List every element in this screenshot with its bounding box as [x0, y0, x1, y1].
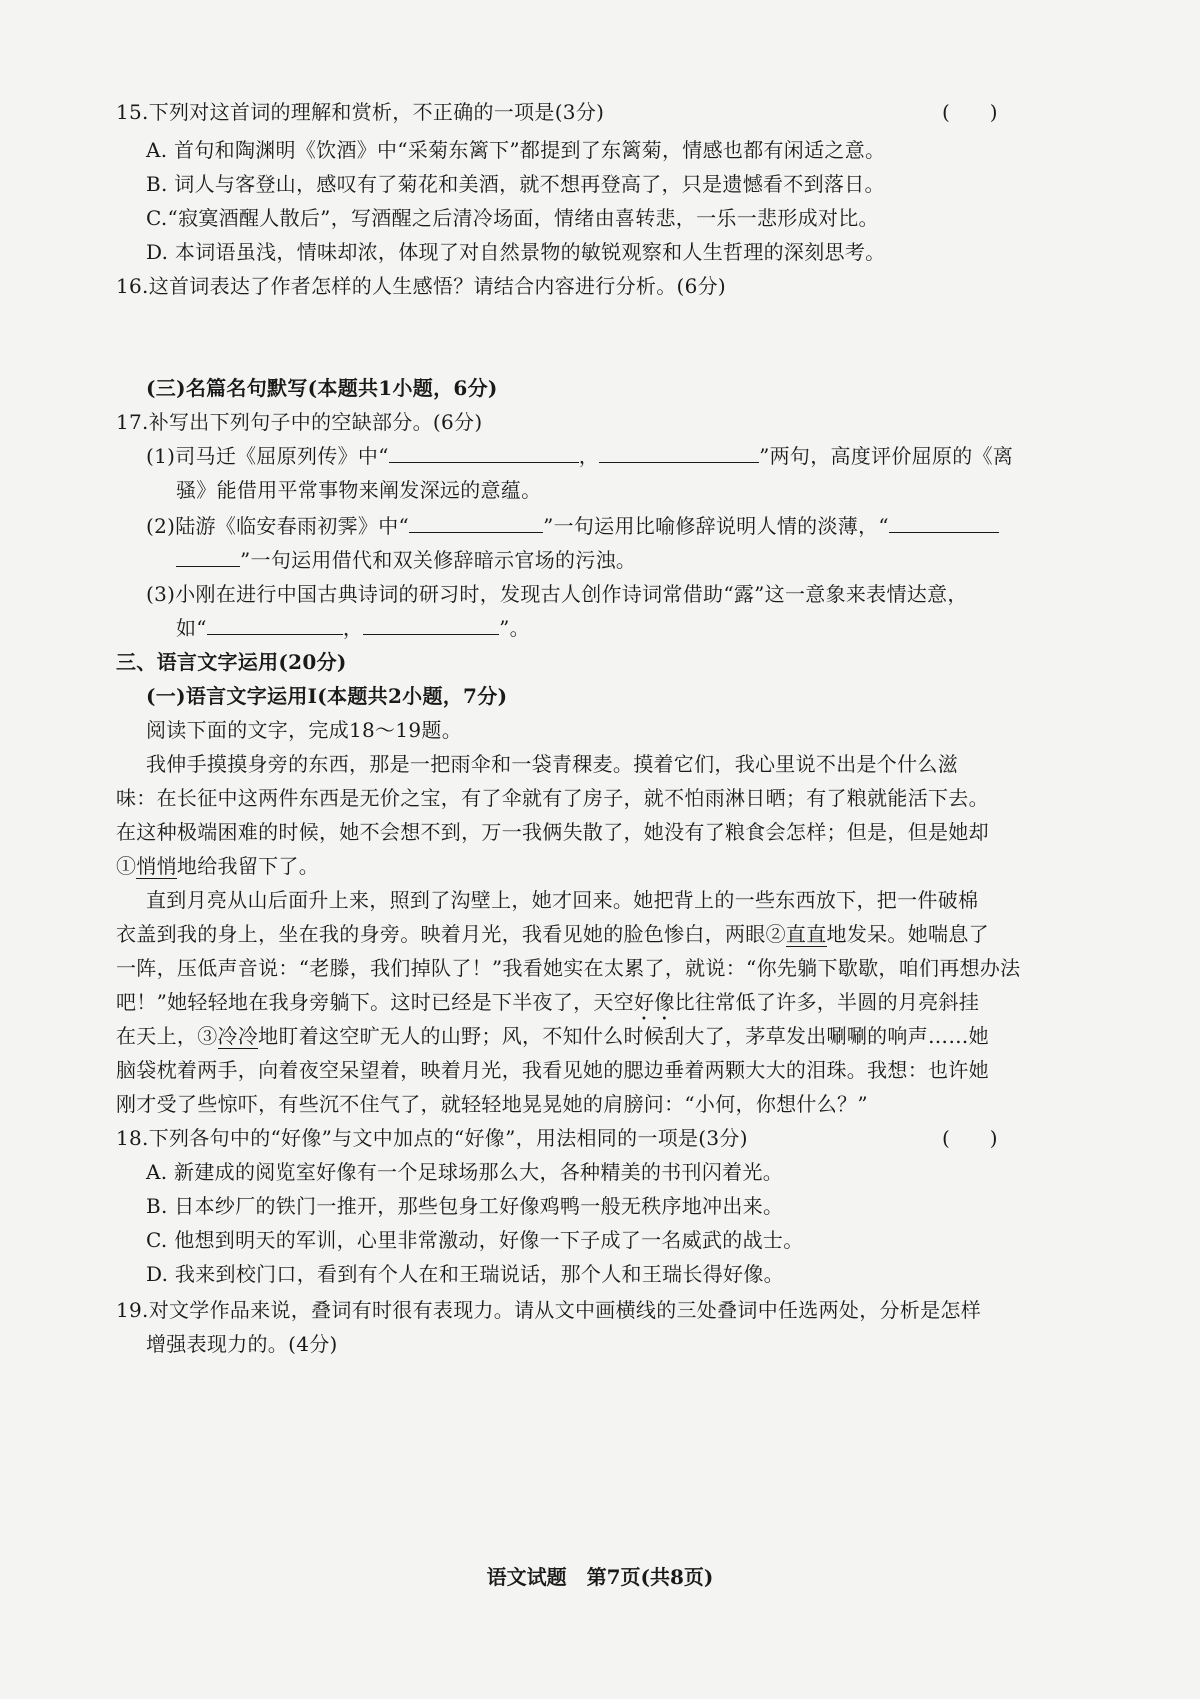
- passage-line-1: 我伸手摸摸身旁的东西，那是一把雨伞和一袋青稞麦。摸着它们，我心里说不出是个什么滋: [146, 752, 958, 776]
- question-16-stem: 16.这首词表达了作者怎样的人生感悟？请结合内容进行分析。(6分): [116, 274, 727, 298]
- question-17-part-1: [146, 442, 1013, 470]
- question-17-part-2-cont: [176, 546, 636, 574]
- question-17-stem: 17.补写出下列句子中的空缺部分。(6分): [116, 410, 483, 434]
- q17-p1-text-b: ，: [578, 444, 600, 468]
- question-17-part-1-cont: 骚》能借用平常事物来阐发深远的意蕴。: [176, 478, 542, 502]
- question-15-option-d: D. 本词语虽浅，情味却浓，体现了对自然景物的敏锐观察和人生哲理的深刻思考。: [146, 240, 886, 264]
- passage-line-9-b: 地盯着这空旷无人的山野；风，不知什么时候刮大了，茅草发出唰唰的响声……她: [258, 1024, 989, 1048]
- q17-p2-blank-1[interactable]: [409, 512, 543, 533]
- marker-2: ②: [765, 922, 786, 946]
- q17-p2-blank-2b[interactable]: [176, 546, 240, 567]
- passage-line-5: 直到月亮从山后面升上来，照到了沟壁上，她才回来。她把背上的一些东西放下，把一件破棉: [146, 888, 979, 912]
- passage-line-4: [116, 852, 319, 880]
- q17-p3-text-c: ，: [342, 616, 364, 640]
- question-17-part-3-cont: [176, 614, 530, 642]
- marker-3: ③: [197, 1024, 218, 1048]
- question-18-option-c: C. 他想到明天的军训，心里非常激动，好像一下子成了一名威武的战士。: [146, 1228, 804, 1252]
- question-18-option-d: D. 我来到校门口，看到有个人在和王瑞说话，那个人和王瑞长得好像。: [146, 1262, 784, 1286]
- q17-p3-text-d: ”。: [499, 616, 530, 640]
- passage-line-2: 味：在长征中这两件东西是无价之宝，有了伞就有了房子，就不怕雨淋日晒；有了粮就能活下去。: [116, 786, 989, 810]
- underlined-word-1: 悄悄: [136, 854, 177, 878]
- passage-line-10: 脑袋枕着两手，向着夜空呆望着，映着月光，我看见她的腮边垂着两颗大大的泪珠。我想：也许她: [116, 1058, 989, 1082]
- question-15-option-b: B. 词人与客登山，感叹有了菊花和美酒，就不想再登高了，只是遗憾看不到落日。: [146, 172, 885, 196]
- question-17-part-3: (3)小刚在进行中国古典诗词的研习时，发现古人创作诗词常借助“露”这一意象来表情达意，: [146, 582, 968, 606]
- passage-line-9: [116, 1022, 989, 1050]
- passage-line-6-a: 衣盖到我的身上，坐在我的身旁。映着月光，我看见她的脸色惨白，两眼: [116, 922, 766, 946]
- part-3-heading: 三、语言文字运用(20分): [116, 650, 347, 674]
- passage-line-8-b: 比往常低了许多，半圆的月亮斜挂: [674, 990, 980, 1014]
- passage-line-8: [116, 988, 979, 1016]
- q17-p2-text-b: ”一句运用比喻修辞说明人情的淡薄，“: [543, 514, 889, 538]
- passage-line-8-a: 吧！”她轻轻地在我身旁躺下。这时已经是下半夜了，天空: [116, 990, 635, 1014]
- passage-line-3: 在这种极端困难的时候，她不会想不到，万一我俩失散了，她没有了粮食会怎样；但是，但是她却: [116, 820, 989, 844]
- q17-p3-text-b: 如“: [176, 616, 207, 640]
- underlined-word-2: 直直: [785, 922, 827, 946]
- q17-p2-text-c: ”一句运用借代和双关修辞暗示官场的污浊。: [240, 548, 637, 572]
- section-3-heading: (三)名篇名句默写(本题共1小题，6分): [146, 376, 498, 400]
- passage-line-4-rest: 地给我留下了。: [176, 854, 320, 878]
- underlined-word-3: 冷冷: [217, 1024, 259, 1048]
- question-15-option-c: C.“寂寞酒醒人散后”，写酒醒之后清冷场面，情绪由喜转悲，一乐一悲形成对比。: [146, 206, 879, 230]
- question-19-stem-line-1: 19.对文学作品来说，叠词有时很有表现力。请从文中画横线的三处叠词中任选两处，分析是怎样: [116, 1298, 982, 1322]
- dotted-word: 好像: [634, 990, 675, 1014]
- passage-line-6: [116, 920, 989, 948]
- question-18-option-b: B. 日本纱厂的铁门一推开，那些包身工好像鸡鸭一般无秩序地冲出来。: [146, 1194, 784, 1218]
- part-3-subsection-heading: (一)语言文字运用Ⅰ(本题共2小题，7分): [146, 684, 508, 708]
- passage-line-11: 刚才受了些惊吓，有些沉不住气了，就轻轻地晃晃她的肩膀问：“小何，你想什么？”: [116, 1092, 868, 1116]
- q17-p3-blank-1[interactable]: [207, 614, 343, 635]
- q17-p2-text-a: (2)陆游《临安春雨初霁》中“: [146, 514, 410, 538]
- question-18-answer-parenthesis: ( ): [942, 1126, 998, 1150]
- question-18-option-a: A. 新建成的阅览室好像有一个足球场那么大，各种精美的书刊闪着光。: [146, 1160, 784, 1184]
- q17-p1-text-c: ”两句，高度评价屈原的《离: [759, 444, 1014, 468]
- q17-p2-blank-2a[interactable]: [889, 512, 999, 533]
- q17-p1-blank-1[interactable]: [389, 442, 579, 463]
- q17-p3-blank-2[interactable]: [363, 614, 499, 635]
- q17-p1-text-a: (1)司马迁《屈原列传》中“: [146, 444, 389, 468]
- question-17-part-2: [146, 512, 999, 540]
- q17-p1-blank-2[interactable]: [599, 442, 759, 463]
- passage-line-9-a: 在天上，: [116, 1024, 198, 1048]
- question-18-stem: 18.下列各句中的“好像”与文中加点的“好像”，用法相同的一项是(3分): [116, 1126, 748, 1150]
- question-15-stem: 15.下列对这首词的理解和赏析，不正确的一项是(3分): [116, 100, 605, 124]
- question-19-stem-line-2: 增强表现力的。(4分): [146, 1332, 338, 1356]
- passage-line-6-b: 地发呆。她喘息了: [826, 922, 989, 946]
- page-footer: 语文试题 第7页(共8页): [486, 1565, 714, 1589]
- reading-instruction: 阅读下面的文字，完成18～19题。: [146, 718, 462, 742]
- question-15-answer-parenthesis: ( ): [942, 100, 998, 124]
- passage-line-7: 一阵，压低声音说：“老滕，我们掉队了！”我看她实在太累了，就说：“你先躺下歇歇，咱们再想办法: [116, 956, 1021, 980]
- question-15-option-a: A. 首句和陶渊明《饮酒》中“采菊东篱下”都提到了东篱菊，情感也都有闲适之意。: [146, 138, 886, 162]
- marker-1: ①: [116, 854, 137, 878]
